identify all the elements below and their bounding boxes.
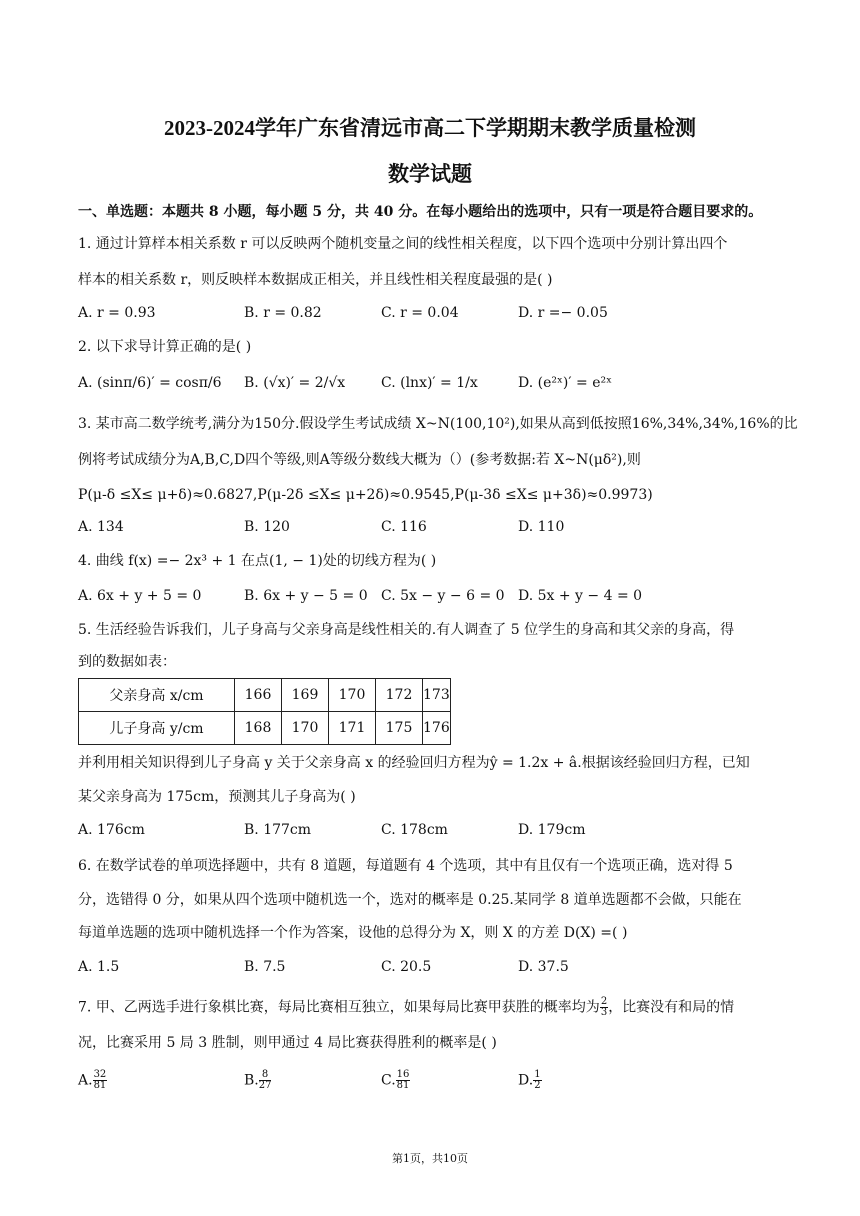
q1-option-a: A. r = 0.93	[78, 305, 156, 321]
q6-option-c: C. 20.5	[381, 959, 432, 975]
table-cell: 172	[376, 679, 423, 712]
frac-num: 2	[600, 996, 608, 1007]
table-cell: 176	[423, 712, 451, 745]
frac-den: 27	[258, 1080, 272, 1091]
q2-option-b: B. (√x)′ = 2/√x	[244, 375, 346, 391]
q3-line1: 3. 某市高二数学统考,满分为150分.假设学生考试成绩 X~N(100,10²),如果从高到低按照16%,34%,34%,16%的比	[78, 416, 798, 432]
q6-line3: 每道单选题的选项中随机选择一个作为答案，设他的总得分为 X，则 X 的方差 D(X) =( )	[78, 925, 628, 941]
table-cell: 170	[282, 712, 329, 745]
q3-option-d: D. 110	[518, 519, 565, 535]
q2-line1: 2. 以下求导计算正确的是( )	[78, 339, 252, 355]
frac-den: 81	[93, 1080, 107, 1091]
table-cell: 169	[282, 679, 329, 712]
q3-option-b: B. 120	[244, 519, 290, 535]
page-footer: 第1页，共10页	[392, 1152, 468, 1165]
q4-option-b: B. 6x + y − 5 = 0	[244, 588, 368, 604]
q7-option-a	[78, 1070, 107, 1091]
q5-line3: 并利用相关知识得到儿子身高 y 关于父亲身高 x 的经验回归方程为ŷ = 1.2x + â.根据该经验回归方程，已知	[78, 755, 750, 771]
q4-line1: 4. 曲线 f(x) =− 2x³ + 1 在点(1, − 1)处的切线方程为( )	[78, 553, 437, 569]
table-cell: 171	[329, 712, 376, 745]
q6-line1: 6. 在数学试卷的单项选择题中，共有 8 道题，每道题有 4 个选项，其中有且仅有一个选项正确，选对得 5	[78, 858, 733, 874]
q5-option-d: D. 179cm	[518, 822, 586, 838]
q1-line2: 样本的相关系数 r，则反映样本数据成正相关，并且线性相关程度最强的是( )	[78, 272, 553, 288]
q6-option-d: D. 37.5	[518, 959, 569, 975]
q1-option-d: D. r =− 0.05	[518, 305, 608, 321]
q1-option-b: B. r = 0.82	[244, 305, 322, 321]
table-cell: 170	[329, 679, 376, 712]
page-subtitle: 数学试题	[388, 162, 472, 186]
height-data-table	[78, 678, 451, 745]
option-fraction	[396, 1070, 411, 1091]
q3-line3: P(μ-δ ≤X≤ μ+δ)≈0.6827,P(μ-2δ ≤X≤ μ+2δ)≈0.9545,P(μ-3δ ≤X≤ μ+3δ)≈0.9973)	[78, 487, 653, 503]
frac-num: 8	[259, 1070, 272, 1081]
table-cell: 168	[235, 712, 282, 745]
q3-option-c: C. 116	[381, 519, 427, 535]
q7-option-d	[518, 1070, 542, 1091]
q6-option-b: B. 7.5	[244, 959, 286, 975]
frac-num: 1	[534, 1069, 541, 1080]
q6-option-a: A. 1.5	[78, 959, 120, 975]
q5-line4: 某父亲身高为 175cm，预测其儿子身高为( )	[78, 789, 356, 805]
table-cell-label: 儿子身高 y/cm	[79, 712, 235, 745]
q1-line1: 1. 通过计算样本相关系数 r 可以反映两个随机变量之间的线性相关程度，以下四个选项中分别计算出四个	[78, 236, 728, 252]
table-cell-label: 父亲身高 x/cm	[79, 679, 235, 712]
frac-num: 16	[396, 1069, 410, 1080]
frac-num: 32	[93, 1069, 107, 1080]
table-cell: 173	[423, 679, 451, 712]
frac-den: 3	[600, 1007, 608, 1018]
q7-text-a: 7. 甲、乙两选手进行象棋比赛，每局比赛相互独立，如果每局比赛甲获胜的概率均为	[78, 999, 600, 1016]
q3-option-a: A. 134	[78, 519, 124, 535]
table-row	[79, 712, 451, 745]
q2-option-d: D. (e²ˣ)′ = e²ˣ	[518, 375, 613, 391]
q7-option-c	[381, 1070, 410, 1091]
option-fraction	[259, 1070, 272, 1091]
q2-option-a: A. (sinπ/6)′ = cosπ/6	[78, 375, 222, 391]
q5-line1: 5. 生活经验告诉我们，儿子身高与父亲身高是线性相关的.有人调查了 5 位学生的身高和其父亲的身高，得	[78, 622, 735, 638]
q7-line2: 况，比赛采用 5 局 3 胜制，则甲通过 4 局比赛获得胜利的概率是( )	[78, 1035, 497, 1051]
option-prefix: D.	[518, 1072, 534, 1089]
q4-option-a: A. 6x + y + 5 = 0	[78, 588, 202, 604]
option-fraction	[93, 1070, 108, 1091]
q4-option-c: C. 5x − y − 6 = 0	[381, 588, 505, 604]
frac-den: 2	[534, 1080, 541, 1091]
option-prefix: C.	[381, 1072, 396, 1089]
q5-line2: 到的数据如表：	[78, 654, 176, 670]
q4-option-d: D. 5x + y − 4 = 0	[518, 588, 643, 604]
q5-option-c: C. 178cm	[381, 822, 448, 838]
option-prefix: A.	[78, 1072, 93, 1089]
page-title: 2023-2024学年广东省清远市高二下学期期末教学质量检测	[164, 116, 696, 140]
table-row	[79, 679, 451, 712]
option-prefix: B.	[244, 1072, 259, 1089]
q3-line2: 例将考试成绩分为A,B,C,D四个等级,则A等级分数线大概为（）(参考数据:若 X~N(μδ²),则	[78, 452, 641, 468]
q7-text-b: ，比赛没有和局的情	[608, 999, 735, 1016]
q7-line1	[78, 997, 734, 1018]
table-cell: 166	[235, 679, 282, 712]
q7-fraction	[600, 997, 608, 1018]
q5-option-b: B. 177cm	[244, 822, 312, 838]
q5-option-a: A. 176cm	[78, 822, 145, 838]
q2-option-c: C. (lnx)′ = 1/x	[381, 375, 478, 391]
q1-option-c: C. r = 0.04	[381, 305, 459, 321]
section-header: 一、单选题：本题共 8 小题，每小题 5 分，共 40 分。在每小题给出的选项中，只有一项是符合题目要求的。	[78, 204, 763, 220]
table-cell: 175	[376, 712, 423, 745]
q7-option-b	[244, 1070, 271, 1091]
q6-line2: 分，选错得 0 分，如果从四个选项中随机选一个，选对的概率是 0.25.某同学 8 道单选题都不会做，只能在	[78, 892, 742, 908]
option-fraction	[533, 1070, 541, 1091]
frac-den: 81	[396, 1080, 410, 1091]
